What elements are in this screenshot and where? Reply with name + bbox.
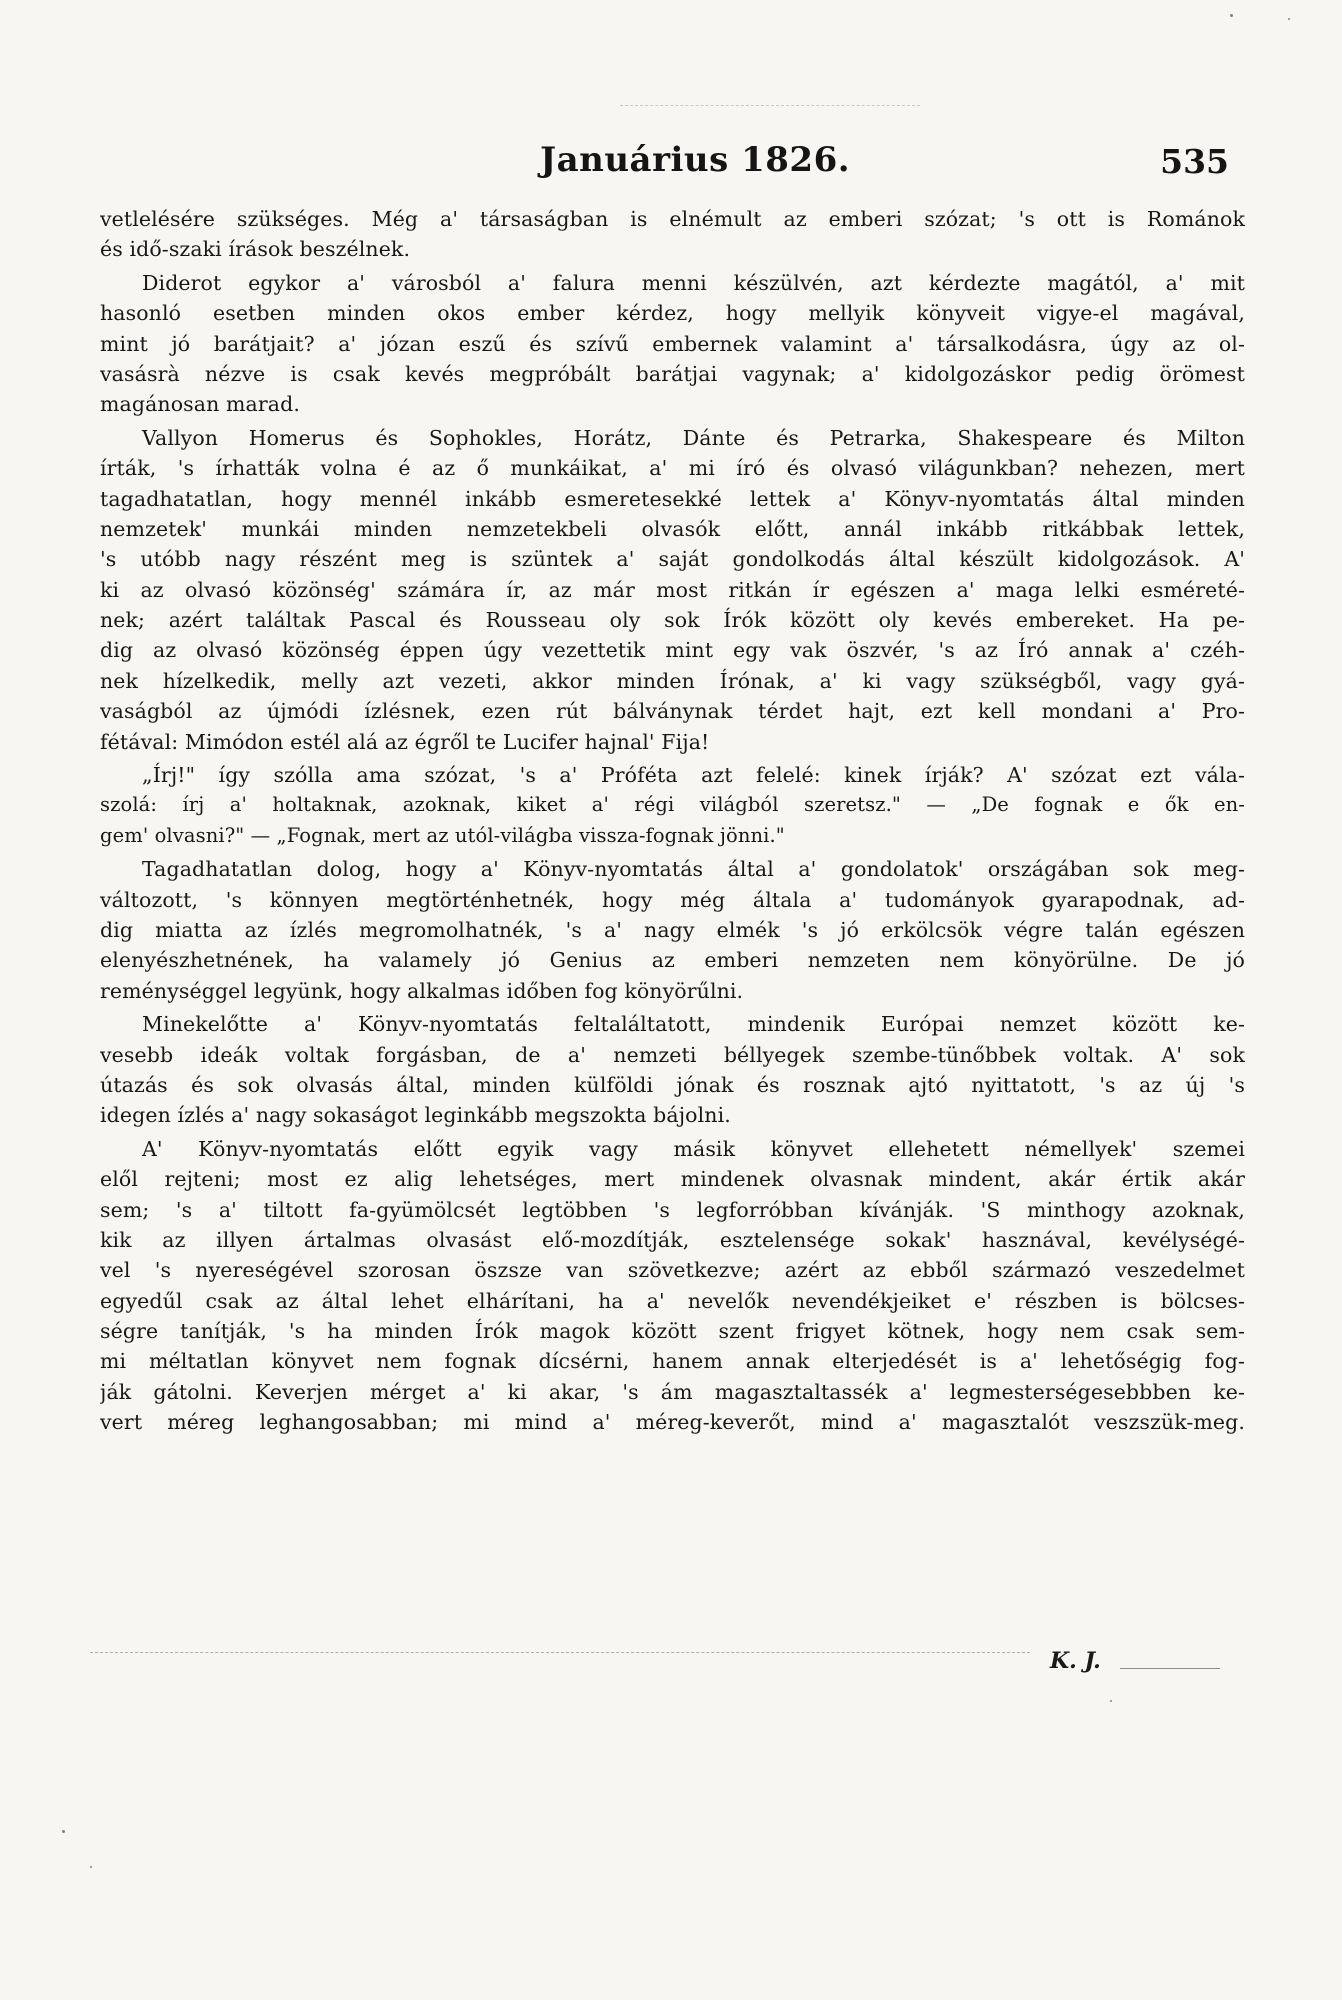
text-line: írták, 's írhatták volna é az ő munkáikat, a' mi író és olvasó világunkban? nehezen, mert (100, 456, 1245, 481)
text-line: sem; 's a' tiltott fa-gyümölcsét legtöbben 's legforróbban kívánják. 'S minthogy azoknak, (100, 1197, 1245, 1222)
article-body (100, 204, 1245, 1438)
text-line: dig miatta az ízlés megromolhatnék, 's a' nagy elmék 's jó erkölcsök végre talán egészen (100, 917, 1245, 942)
scan-artifact-line (90, 1652, 1030, 1653)
text-line: Vallyon Homerus és Sophokles, Horátz, Dánte és Petrarka, Shakespeare és Milton (142, 425, 1245, 450)
text-line: nemzetek' munkái minden nemzetekbeli olvasók előtt, annál inkább ritkábbak lettek, (100, 516, 1245, 541)
text-line: ki az olvasó közönség' számára ír, az már most ritkán ír egészen a' maga lelki esméreté- (100, 577, 1245, 602)
text-line: vel 's nyereségével szorosan öszsze van szövetkezve; azért az ebből származó veszedelmet (100, 1258, 1245, 1283)
text-line: elől rejteni; most ez alig lehetséges, mert mindenek olvasnak mindent, akár értik akár (100, 1167, 1245, 1192)
text-line: vesebb ideák voltak forgásban, de a' nemzeti béllyegek szembe-tünőbbek voltak. A' sok (100, 1042, 1245, 1067)
text-line: kik az illyen ártalmas olvasást elő-mozdítják, esztelensége sokak' hasznával, kevélységé- (100, 1227, 1245, 1252)
text-line: nek; azért találtak Pascal és Rousseau oly sok Írók között oly kevés embereket. Ha pe- (100, 608, 1245, 633)
page-number: 535 (1160, 142, 1229, 181)
text-line: vert méreg leghangosabban; mi mind a' méreg-keverőt, mind a' magasztalót veszszük-meg. (100, 1410, 1245, 1435)
text-line: ják gátolni. Keverjen mérget a' ki akar, 's ám magasztaltassék a' legmesterségesebbben ke- (100, 1379, 1245, 1404)
scan-artifact-line (620, 105, 920, 106)
text-line: mi méltatlan könyvet nem fognak dícsérni, hanem annak elterjedését is a' lehetőségig fog- (100, 1349, 1245, 1374)
text-line: és idő-szaki írások beszélnek. (100, 237, 411, 262)
text-line: vetlelésére szükséges. Még a' társaságban is elnémult az emberi szózat; 's ott is Románok (100, 207, 1245, 231)
text-line: vaságból az újmódi ízlésnek, ezen rút bálványnak térdet hajt, ezt kell mondani a' Pro- (100, 699, 1245, 724)
running-title: Januárius 1826. (540, 140, 851, 180)
text-line: fétával: Mimódon estél alá az égről te Lucifer hajnal' Fija! (100, 729, 710, 754)
scan-speck (62, 1830, 65, 1833)
text-line: mint jó barátjait? a' józan eszű és szívű embernek valamint a' társalkodásra, úgy az ol- (100, 331, 1245, 356)
text-line: A' Könyv-nyomtatás előtt egyik vagy másik könyvet ellehetett némellyek' szemei (142, 1136, 1245, 1161)
text-line: Minekelőtte a' Könyv-nyomtatás feltaláltatott, mindenik Európai nemzet között ke- (142, 1012, 1245, 1037)
text-line: magánosan marad. (100, 392, 300, 417)
text-line: reménységgel legyünk, hogy alkalmas időben fog könyörűlni. (100, 978, 744, 1003)
text-line: tagadhatatlan, hogy mennél inkább esmeretesekké lettek a' Könyv-nyomtatás által minden (100, 486, 1245, 511)
scan-speck (1230, 14, 1233, 17)
text-line: elenyészhetnének, ha valamely jó Genius az emberi nemzeten nem könyörülne. De jó (100, 948, 1245, 973)
text-line: vasásrà nézve is csak kevés megpróbált barátjai vagynak; a' kidolgozáskor pedig örömest (100, 361, 1245, 386)
scan-speck (1288, 18, 1290, 20)
text-line: 's utóbb nagy részént meg is szüntek a' saját gondolkodás által készült kidolgozások. A' (100, 547, 1245, 572)
text-line: Diderot egykor a' városból a' falura menni készülvén, azt kérdezte magától, a' mit (142, 270, 1245, 295)
text-line: idegen ízlés a' nagy sokaságot leginkább megszokta bájolni. (100, 1103, 731, 1128)
text-line: nek hízelkedik, melly azt vezeti, akkor minden Írónak, a' ki vagy szükségből, vagy gyá- (100, 668, 1245, 693)
text-line: hasonló esetben minden okos ember kérdez, hogy mellyik könyveit vigye-el magával, (100, 301, 1245, 326)
text-line: Tagadhatatlan dolog, hogy a' Könyv-nyomtatás által a' gondolatok' országában sok meg- (142, 857, 1245, 882)
text-line: gem' olvasni?" — „Fognak, mert az utól-világba vissza-fognak jönni." (100, 823, 785, 847)
author-signature: K. J. (1050, 1648, 1101, 1674)
signature-rule (1120, 1668, 1220, 1669)
text-line: változott, 's könnyen megtörténhetnék, hogy még általa a' tudományok gyarapodnak, ad- (100, 887, 1245, 912)
page-header (100, 140, 1245, 186)
text-line: szolá: írj a' holtaknak, azoknak, kiket a' régi világból szeretsz." — „De fognak e ők en- (100, 793, 1245, 817)
text-line: egyedűl csak az által lehet elhárítani, ha a' nevelők nevendékjeiket e' részben is bölcses- (100, 1288, 1245, 1313)
text-line: dig az olvasó közönség éppen úgy vezettetik mint egy vak öszvér, 's az Író annak a' czéh- (100, 638, 1245, 663)
scan-speck (1110, 1700, 1112, 1702)
scan-speck (90, 1866, 92, 1868)
text-line: „Írj!" így szólla ama szózat, 's a' Próféta azt felelé: kinek írják? A' szózat ezt vála- (142, 763, 1245, 788)
text-line: ségre tanítják, 's ha minden Írók magok között szent frigyet kötnek, hogy nem csak sem- (100, 1319, 1245, 1344)
text-line: útazás és sok olvasás által, minden külföldi jónak és rosznak ajtó nyittatott, 's az új 's (100, 1072, 1245, 1097)
